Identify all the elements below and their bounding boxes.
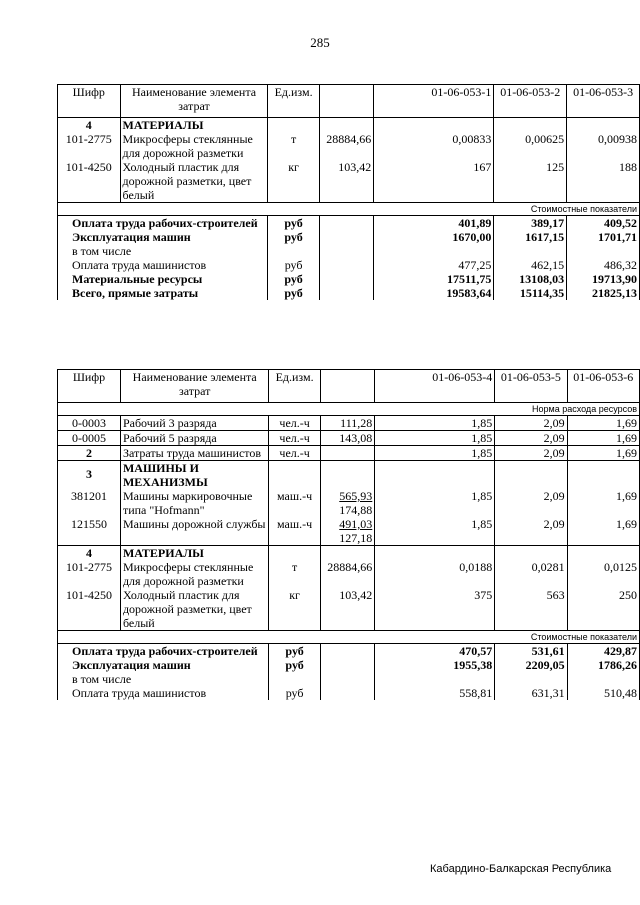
resource-price-total: 565,93 [339,489,373,503]
cost-name [58,658,269,686]
table-cell [319,286,374,300]
resource-value: 2,09 [495,416,567,431]
cost-value: 1670,00 [374,230,494,258]
table-cell [319,258,374,272]
material-row [58,160,640,203]
cost-value: 19713,90 [567,272,640,286]
resource-value: 1,85 [375,489,495,517]
cost-row [58,658,640,686]
cost-value: 1701,71 [567,230,640,258]
resource-name: Машины маркировочные типа "Hofmann" [120,489,269,517]
cost-row [58,286,640,300]
resource-value: 1,69 [567,431,639,446]
cost-unit: руб [268,272,319,286]
resource-price: 143,08 [320,431,375,446]
header-column-code: 01-06-053-2 [494,85,567,118]
section-code: 3 [58,461,121,490]
resource-name: Рабочий 3 разряда [120,416,269,431]
machine-row [58,517,640,546]
resource-name: Рабочий 5 разряда [120,431,269,446]
table-cell [374,118,494,133]
resource-name: Холодный пластик для дорожной разметки, цвет белый [120,160,268,203]
section-row [58,461,640,490]
table-cell [320,658,375,686]
resource-code: 121550 [58,517,121,546]
resource-name: Микросферы стеклянные для дорожной разметки [120,132,268,160]
resource-value: 188 [567,160,640,203]
cost-value: 1617,15 [494,230,567,258]
resource-unit: маш.-ч [269,517,320,546]
section-title: МАШИНЫ И МЕХАНИЗМЫ [120,461,269,490]
header-price [320,370,375,403]
resource-value: 1,69 [567,416,639,431]
section-row [58,546,640,561]
page-number: 285 [310,35,330,50]
cost-value: 1786,26 [567,658,639,686]
table-cell [495,546,567,561]
resource-value: 1,69 [567,489,639,517]
resource-price: 103,42 [320,588,375,631]
resource-code: 0-0003 [58,416,121,431]
header-column-code: 01-06-053-3 [567,85,640,118]
header-name: Наименование элемента затрат [120,85,268,118]
cost-value: 401,89 [374,216,494,231]
cost-label-row [58,631,640,644]
resource-unit: кг [269,588,320,631]
section-code: 4 [58,118,121,133]
resource-value: 1,69 [567,517,639,546]
cost-label: Стоимостные показатели [58,203,640,216]
cost-name-text: Эксплуатация машин [72,230,191,244]
resource-price [320,446,375,461]
resource-unit: чел.-ч [269,416,320,431]
table-cell [375,461,495,490]
cost-unit: руб [268,216,319,231]
table-cell [567,118,640,133]
resource-unit: маш.-ч [269,489,320,517]
cost-name-text: Материальные ресурсы [72,272,203,286]
resource-value: 1,85 [375,431,495,446]
resource-value: 375 [375,588,495,631]
cost-value: 631,31 [495,686,567,700]
cost-table-2 [57,369,640,700]
resource-value: 0,0188 [375,560,495,588]
resource-code: 101-2775 [58,132,121,160]
table-cell [319,230,374,258]
material-row [58,132,640,160]
table-2-body [58,370,640,701]
resource-value: 125 [494,160,567,203]
header-column-code: 01-06-053-1 [374,85,494,118]
cost-row [58,216,640,231]
material-row [58,560,640,588]
resource-value: 167 [374,160,494,203]
table-cell [320,546,375,561]
material-row [58,588,640,631]
resource-unit: т [268,132,319,160]
header-unit: Ед.изм. [269,370,320,403]
cost-label: Стоимостные показатели [58,631,640,644]
header-unit: Ед.изм. [268,85,319,118]
table-cell [319,272,374,286]
footer-region: Кабардино-Балкарская Республика [430,863,612,875]
resource-value: 0,00625 [494,132,567,160]
resource-value: 0,00833 [374,132,494,160]
resource-price-labor: 174,88 [339,503,373,517]
table-cell [268,118,319,133]
section-title: МАТЕРИАЛЫ [120,546,269,561]
resource-code: 381201 [58,489,121,517]
resource-value: 0,0125 [567,560,639,588]
resource-value: 1,85 [375,416,495,431]
cost-unit: руб [268,286,319,300]
section-row [58,118,640,133]
header-column-code: 01-06-053-5 [495,370,567,403]
cost-value: 486,32 [567,258,640,272]
header-price [319,85,374,118]
cost-name-text: Оплата труда рабочих-строителей [72,216,258,230]
cost-name-text: Оплата труда машинистов [72,258,207,272]
cost-subtitle: в том числе [72,672,132,686]
cost-value: 1955,38 [375,658,495,686]
resource-price [320,489,375,517]
norm-label: Норма расхода ресурсов [58,403,640,416]
section-title: МАТЕРИАЛЫ [120,118,268,133]
section-code: 2 [58,446,121,461]
table-cell [567,546,639,561]
header-code: Шифр [58,370,121,403]
resource-price-total: 491,03 [339,517,373,531]
cost-name-text: Оплата труда рабочих-строителей [72,644,258,658]
cost-label-row [58,203,640,216]
header-row [58,85,640,118]
resource-value: 1,69 [567,446,639,461]
cost-name [58,230,268,258]
cost-value: 429,87 [567,644,639,659]
resource-unit: т [269,560,320,588]
resource-unit: чел.-ч [269,431,320,446]
resource-unit: кг [268,160,319,203]
table-cell [320,686,375,700]
cost-value: 21825,13 [567,286,640,300]
resource-value: 0,00938 [567,132,640,160]
worker-row [58,431,640,446]
cost-name-text: Всего, прямые затраты [72,286,199,300]
table-cell [494,118,567,133]
cost-row [58,644,640,659]
resource-value: 250 [567,588,639,631]
cost-unit: руб [268,258,319,272]
norm-label-row [58,403,640,416]
table-cell [269,546,320,561]
resource-price-labor: 127,18 [339,531,373,545]
header-row [58,370,640,403]
cost-value: 558,81 [375,686,495,700]
resource-code: 101-2775 [58,560,121,588]
cost-value: 470,57 [375,644,495,659]
resource-value: 2,09 [495,489,567,517]
table-cell [567,461,639,490]
table-cell [320,644,375,659]
cost-value: 15114,35 [494,286,567,300]
cost-row [58,230,640,258]
resource-value: 1,85 [375,517,495,546]
cost-value: 531,61 [495,644,567,659]
cost-name-text: Оплата труда машинистов [72,686,207,700]
resource-name: Холодный пластик для дорожной разметки, цвет белый [120,588,269,631]
cost-name [58,644,269,659]
header-column-code: 01-06-053-6 [567,370,639,403]
table-cell [319,216,374,231]
header-code: Шифр [58,85,121,118]
cost-value: 17511,75 [374,272,494,286]
labor-row [58,446,640,461]
section-code: 4 [58,546,121,561]
cost-name-text: Эксплуатация машин [72,658,191,672]
resource-value: 1,85 [375,446,495,461]
table-cell [320,461,375,490]
worker-row [58,416,640,431]
machine-row [58,489,640,517]
resource-value: 563 [495,588,567,631]
resource-value: 2,09 [495,446,567,461]
resource-unit: чел.-ч [269,446,320,461]
cost-unit: руб [269,686,320,700]
resource-code: 101-4250 [58,160,121,203]
resource-value: 2,09 [495,517,567,546]
resource-value: 2,09 [495,431,567,446]
cost-name [58,286,268,300]
cost-row [58,258,640,272]
resource-price: 103,42 [319,160,374,203]
cost-name [58,216,268,231]
resource-price: 28884,66 [320,560,375,588]
cost-value: 510,48 [567,686,639,700]
cost-value: 409,52 [567,216,640,231]
cost-unit: руб [269,644,320,659]
cost-value: 19583,64 [374,286,494,300]
table-cell [269,461,320,490]
cost-row [58,272,640,286]
cost-unit: руб [269,658,320,686]
cost-name [58,272,268,286]
cost-value: 462,15 [494,258,567,272]
resource-value: 0,0281 [495,560,567,588]
header-column-code: 01-06-053-4 [375,370,495,403]
table-1-body [58,85,640,301]
cost-name [58,686,269,700]
cost-value: 389,17 [494,216,567,231]
resource-name: Машины дорожной службы [120,517,269,546]
resource-code: 101-4250 [58,588,121,631]
table-cell [319,118,374,133]
cost-value: 477,25 [374,258,494,272]
table-cell [495,461,567,490]
cost-unit: руб [268,230,319,258]
cost-subtitle: в том числе [72,244,132,258]
resource-name: Затраты труда машинистов [120,446,269,461]
resource-code: 0-0005 [58,431,121,446]
cost-name [58,258,268,272]
table-cell [375,546,495,561]
cost-value: 13108,03 [494,272,567,286]
cost-row [58,686,640,700]
resource-name: Микросферы стеклянные для дорожной разметки [120,560,269,588]
header-name: Наименование элемента затрат [120,370,269,403]
resource-price [320,517,375,546]
cost-table-1 [57,84,640,300]
resource-price: 111,28 [320,416,375,431]
cost-value: 2209,05 [495,658,567,686]
resource-price: 28884,66 [319,132,374,160]
